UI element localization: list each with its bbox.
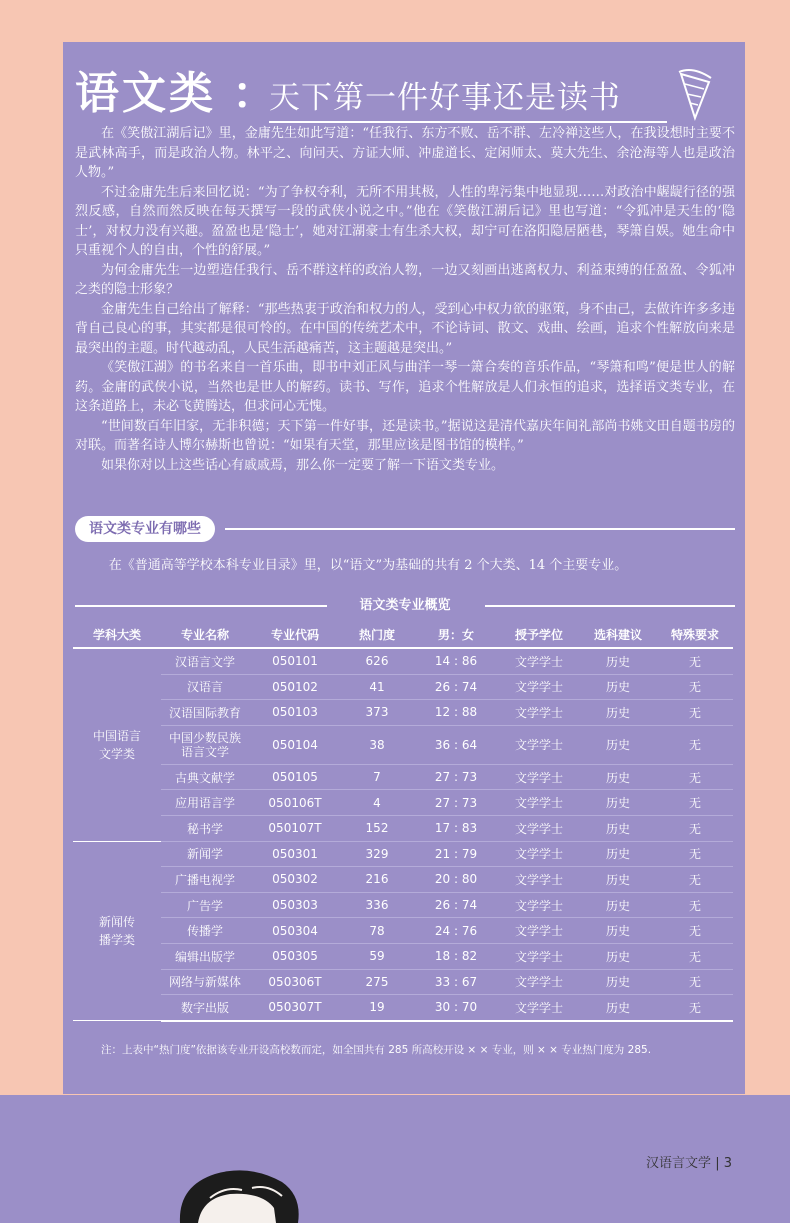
table-cell: 历史 <box>579 918 657 944</box>
table-row <box>73 725 733 764</box>
table-cell: 文学学士 <box>499 995 579 1021</box>
table-row <box>73 648 733 674</box>
majors-table <box>73 621 733 1022</box>
table-cell: 7 <box>341 764 413 790</box>
column-header: 专业代码 <box>249 621 341 648</box>
table-cell: 050107T <box>249 815 341 841</box>
table-row <box>73 969 733 995</box>
table-cell: 4 <box>341 790 413 816</box>
running-title: 汉语言文学 <box>646 1156 712 1171</box>
table-cell: 050102 <box>249 674 341 700</box>
table-cell: 古典文献学 <box>161 764 249 790</box>
table-cell: 050106T <box>249 790 341 816</box>
page-number: 3 <box>723 1156 732 1171</box>
table-cell: 27 : 73 <box>413 764 499 790</box>
table-cell: 无 <box>657 815 733 841</box>
table-row <box>73 943 733 969</box>
table-cell: 文学学士 <box>499 892 579 918</box>
table-cell: 无 <box>657 841 733 867</box>
pen-nib-icon <box>673 68 715 122</box>
table-cell: 文学学士 <box>499 648 579 674</box>
table-cell: 050307T <box>249 995 341 1021</box>
table-cell: 050304 <box>249 918 341 944</box>
table-cell: 24 : 76 <box>413 918 499 944</box>
table-cell: 050103 <box>249 700 341 726</box>
table-cell: 历史 <box>579 648 657 674</box>
content-panel <box>63 42 745 1094</box>
table-cell: 050302 <box>249 867 341 893</box>
table-cell: 336 <box>341 892 413 918</box>
section-heading-rule <box>225 528 735 530</box>
table-cell: 文学学士 <box>499 841 579 867</box>
column-header: 特殊要求 <box>657 621 733 648</box>
table-row <box>73 841 733 867</box>
paragraph: 不过金庸先生后来回忆说：“为了争权夺利，无所不用其极，人性的卑污集中地显现……对政治中龌龊行径的强烈反感，自然而然反映在每天撰写一段的武侠小说之中。”他在《笑傲江湖后记》里也写道：“令狐冲是天生的‘隐士’，对权力没有兴趣。盈盈也是‘隐士’，她对江湖豪士有生杀大权，却宁可在洛阳隐居陋巷，琴箫自娱。她生命中只重视个人的自由，个性的舒展。” <box>75 184 735 258</box>
table-cell: 无 <box>657 674 733 700</box>
table-cell: 历史 <box>579 943 657 969</box>
table-row <box>73 764 733 790</box>
table-cell: 626 <box>341 648 413 674</box>
portrait-illustration <box>170 1168 310 1223</box>
table-cell: 275 <box>341 969 413 995</box>
table-cell: 历史 <box>579 995 657 1021</box>
table-row <box>73 815 733 841</box>
table-cell: 050301 <box>249 841 341 867</box>
table-row <box>73 790 733 816</box>
table-cell: 文学学士 <box>499 969 579 995</box>
table-cell: 26 : 74 <box>413 674 499 700</box>
category-subtitle: 天下第一件好事还是读书 <box>269 80 621 116</box>
table-row <box>73 995 733 1021</box>
table-cell: 050305 <box>249 943 341 969</box>
table-cell: 数字出版 <box>161 995 249 1021</box>
table-cell: 无 <box>657 969 733 995</box>
table-cell: 050105 <box>249 764 341 790</box>
table-row <box>73 700 733 726</box>
column-header: 学科大类 <box>73 621 161 648</box>
table-cell: 文学学士 <box>499 674 579 700</box>
column-header: 选科建议 <box>579 621 657 648</box>
table-cell: 历史 <box>579 700 657 726</box>
column-header: 男：女 <box>413 621 499 648</box>
table-cell: 59 <box>341 943 413 969</box>
paragraph: 为何金庸先生一边塑造任我行、岳不群这样的政治人物，一边又刻画出逃离权力、利益束缚的任盈盈、令狐冲之类的隐士形象？ <box>75 262 735 297</box>
table-cell: 329 <box>341 841 413 867</box>
paragraph: 《笑傲江湖》的书名来自一首乐曲，即书中刘正风与曲洋一琴一箫合奏的音乐作品，“琴箫和鸣”便是世人的解药。金庸的武侠小说，当然也是世人的解药。读书、写作，追求个性解放是人们永恒的追求，选择语文类专业，在这条道路上，未必飞黄腾达，但求问心无愧。 <box>75 360 735 414</box>
table-cell: 12 : 88 <box>413 700 499 726</box>
table-cell: 历史 <box>579 790 657 816</box>
section-heading-pill: 语文类专业有哪些 <box>75 516 215 542</box>
paragraph: 金庸先生自己给出了解释：“那些热衷于政治和权力的人，受到心中权力欲的驱策，身不由己，去做许许多多违背自己良心的事，其实都是很可怜的。在中国的传统艺术中，不论诗词、散文、戏曲、绘画，追求个性解放向来是最突出的主题。时代越动乱，人民生活越痛苦，这主题越是突出。” <box>75 301 735 356</box>
category-cell: 新闻传 播学类 <box>73 841 161 1021</box>
title-colon: ： <box>232 68 276 119</box>
table-cell: 78 <box>341 918 413 944</box>
table-cell: 历史 <box>579 892 657 918</box>
table-cell: 26 : 74 <box>413 892 499 918</box>
page-footer <box>646 1152 732 1171</box>
paragraph: 在《笑傲江湖后记》里，金庸先生如此写道：“任我行、东方不败、岳不群、左冷禅这些人，在我设想时主要不是武林高手，而是政治人物。林平之、向问天、方证大师、冲虚道长、定闲师太、莫大先生、余沧海等人也是政治人物。” <box>75 126 735 180</box>
table-title: 语文类专业概览 <box>359 598 451 613</box>
table-title-bar <box>75 595 735 617</box>
table-cell: 19 <box>341 995 413 1021</box>
table-cell: 050306T <box>249 969 341 995</box>
table-cell: 历史 <box>579 815 657 841</box>
table-cell: 无 <box>657 700 733 726</box>
table-cell: 18 : 82 <box>413 943 499 969</box>
table-cell: 无 <box>657 764 733 790</box>
table-cell: 20 : 80 <box>413 867 499 893</box>
table-cell: 无 <box>657 918 733 944</box>
table-cell: 文学学士 <box>499 943 579 969</box>
table-row <box>73 892 733 918</box>
table-cell: 历史 <box>579 764 657 790</box>
table-footnote: 注：上表中“热门度”依据该专业开设高校数而定，如全国共有 285 所高校开设 × × 专业，则 × × 专业热门度为 285. <box>101 1044 652 1056</box>
table-cell: 文学学士 <box>499 764 579 790</box>
table-row <box>73 918 733 944</box>
table-cell: 无 <box>657 725 733 764</box>
table-cell: 历史 <box>579 725 657 764</box>
table-cell: 历史 <box>579 841 657 867</box>
paragraph: “世间数百年旧家，无非积德；天下第一件好事，还是读书。”据说这是清代嘉庆年间礼部尚书姚文田自题书房的对联。而著名诗人博尔赫斯也曾说：“如果有天堂，那里应该是图书馆的模样。” <box>75 418 735 453</box>
table-cell: 中国少数民族 语言文学 <box>161 725 249 764</box>
table-cell: 文学学士 <box>499 725 579 764</box>
footer-separator: | <box>715 1156 720 1171</box>
table-cell: 汉语国际教育 <box>161 700 249 726</box>
table-cell: 应用语言学 <box>161 790 249 816</box>
table-cell: 新闻学 <box>161 841 249 867</box>
table-cell: 无 <box>657 790 733 816</box>
table-cell: 广播电视学 <box>161 867 249 893</box>
table-cell: 汉语言 <box>161 674 249 700</box>
table-cell: 文学学士 <box>499 700 579 726</box>
table-cell: 27 : 73 <box>413 790 499 816</box>
table-cell: 36 : 64 <box>413 725 499 764</box>
column-header: 专业名称 <box>161 621 249 648</box>
table-header-row <box>73 621 733 648</box>
table-cell: 广告学 <box>161 892 249 918</box>
table-cell: 网络与新媒体 <box>161 969 249 995</box>
table-cell: 216 <box>341 867 413 893</box>
table-cell: 050303 <box>249 892 341 918</box>
table-cell: 文学学士 <box>499 867 579 893</box>
table-row <box>73 867 733 893</box>
category-title: 语文类 <box>75 68 216 119</box>
table-cell: 无 <box>657 648 733 674</box>
title-underline <box>269 121 667 123</box>
table-cell: 文学学士 <box>499 790 579 816</box>
table-cell: 传播学 <box>161 918 249 944</box>
table-cell: 33 : 67 <box>413 969 499 995</box>
table-cell: 历史 <box>579 969 657 995</box>
table-cell: 历史 <box>579 867 657 893</box>
table-row <box>73 674 733 700</box>
table-cell: 文学学士 <box>499 918 579 944</box>
page-heading <box>75 66 735 126</box>
table-cell: 14 : 86 <box>413 648 499 674</box>
table-cell: 152 <box>341 815 413 841</box>
article-body <box>75 124 735 475</box>
table-cell: 17 : 83 <box>413 815 499 841</box>
table-cell: 41 <box>341 674 413 700</box>
table-cell: 文学学士 <box>499 815 579 841</box>
section-intro: 在《普通高等学校本科专业目录》里，以“语文”为基础的共有 2 个大类、14 个主要专业。 <box>108 558 628 573</box>
table-cell: 无 <box>657 892 733 918</box>
table-cell: 050101 <box>249 648 341 674</box>
table-cell: 30 : 70 <box>413 995 499 1021</box>
table-cell: 无 <box>657 867 733 893</box>
table-cell: 秘书学 <box>161 815 249 841</box>
table-cell: 373 <box>341 700 413 726</box>
column-header: 热门度 <box>341 621 413 648</box>
paragraph: 如果你对以上这些话心有戚戚焉，那么你一定要了解一下语文类专业。 <box>101 457 505 473</box>
table-cell: 编辑出版学 <box>161 943 249 969</box>
category-cell: 中国语言 文学类 <box>73 648 161 841</box>
table-cell: 无 <box>657 943 733 969</box>
table-cell: 050104 <box>249 725 341 764</box>
column-header: 授予学位 <box>499 621 579 648</box>
table-cell: 无 <box>657 995 733 1021</box>
table-cell: 汉语言文学 <box>161 648 249 674</box>
table-cell: 21 : 79 <box>413 841 499 867</box>
table-cell: 历史 <box>579 674 657 700</box>
table-cell: 38 <box>341 725 413 764</box>
section-heading <box>75 516 735 546</box>
